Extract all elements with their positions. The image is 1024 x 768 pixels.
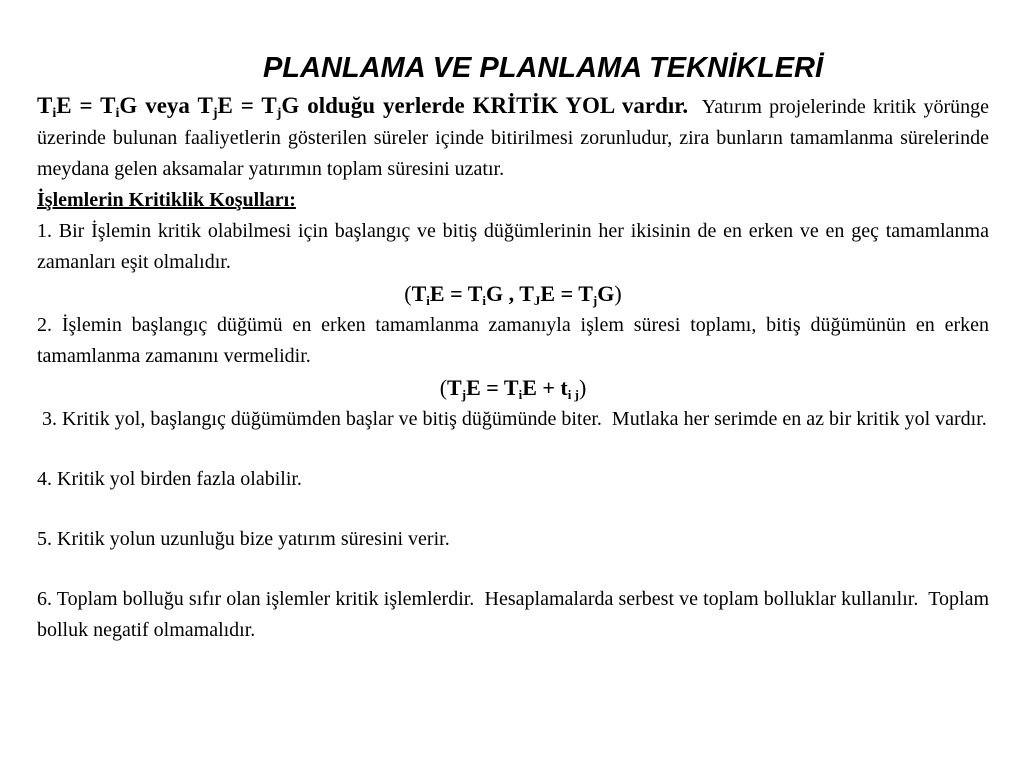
condition-item-2: 2. İşlemin başlangıç düğümü en erken tamamlanma zamanıyla işlem süresi toplamı, bitiş düğümünün en erken tamamlanma zamanını vermelidir.: [37, 314, 989, 367]
spacer: [37, 555, 989, 584]
slide-title: PLANLAMA VE PLANLAMA TEKNİKLERİ: [262, 52, 824, 84]
intro-text: Yatırım projelerinde kritik yörünge üzerinde bulunan faaliyetlerin gösterilen süreler içinde bitirilmesi zorunludur, zira bunların tamamlanma sürelerinde meydana gelen aksamalar yatırımın toplam süresini uzatır.: [37, 96, 990, 180]
formula-1: ($T_iE = T_iG$ , $T_JE = T_jG$): [404, 281, 622, 308]
critical-path-rule: $T_iE = T_iG$ veya $T_jE = T_jG$ olduğu yerlerde KRİTİK YOL vardır.: [37, 93, 689, 121]
slide-content: [37, 50, 994, 646]
spacer: [37, 495, 989, 524]
intro-paragraph: [37, 90, 989, 185]
condition-item-5: 5. Kritik yolun uzunluğu bize yatırım süresini verir.: [37, 528, 450, 550]
condition-item-4: 4. Kritik yol birden fazla olabilir.: [37, 468, 302, 490]
condition-item-6: 6. Toplam bolluğu sıfır olan işlemler kritik işlemlerdir. Hesaplamalarda serbest ve toplam bolluklar kullanılır. Toplam bolluk negatif olmamalıdır.: [37, 588, 994, 641]
spacer: [37, 435, 989, 464]
criticality-conditions-heading: İşlemlerin Kritiklik Koşulları:: [37, 189, 296, 211]
formula-2: $(T_jE = T_iE + t_{i j})$: [439, 375, 587, 402]
condition-item-3: 3. Kritik yol, başlangıç düğümümden başlar ve bitiş düğümünde biter. Mutlaka her serimde en az bir kritik yol vardır.: [37, 408, 987, 430]
condition-item-1: 1. Bir İşlemin kritik olabilmesi için başlangıç ve bitiş düğümlerinin her ikisinin de en erken ve en geç tamamlanma zamanları eşit olmalıdır.: [37, 220, 989, 273]
